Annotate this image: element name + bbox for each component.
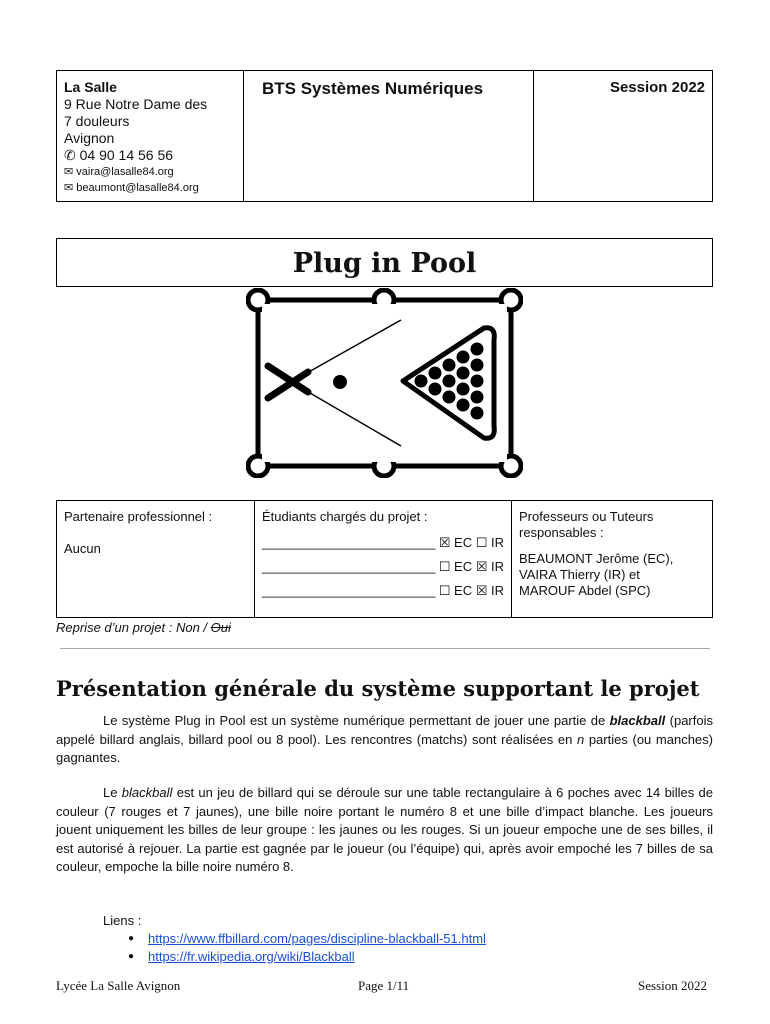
partner-value: Aucun [64,541,101,556]
student-name-line[interactable]: ________________________ [262,535,436,550]
links-label: Liens : [103,913,142,928]
ir-checkbox[interactable]: ☒ IR [475,583,504,598]
divider [60,648,710,649]
p1-text: parties (ou manches) gagnantes. [56,731,713,765]
prof-line: MAROUF Abdel (SPC) [519,583,651,598]
reprise-label: Reprise d’un projet : Non / [56,620,211,635]
ir-checkbox[interactable]: ☒ IR [475,559,504,574]
section-heading: Présentation générale du système supportant le projet [56,676,700,701]
header-table [56,70,713,202]
paragraph-2 [56,784,713,877]
list-item [148,930,486,948]
prof-line: VAIRA Thierry (IR) et [519,567,640,582]
address-line1: 9 Rue Notre Dame des [64,96,208,112]
partner-cell [57,501,255,617]
team-table [56,500,713,618]
page-title: Plug in Pool [56,238,713,287]
profs-cell [512,501,712,617]
profs-label: Professeurs ou Tuteurs responsables : [519,509,654,540]
student-row [262,535,504,551]
link-ffbillard[interactable]: https://www.ffbillard.com/pages/discipline-blackball-51.html [148,931,486,946]
students-label: Étudiants chargés du projet : [262,509,428,524]
org-cell [57,71,244,201]
ec-checkbox[interactable]: ☒ EC [438,535,473,550]
links-block [103,912,486,966]
org-name: La Salle [64,79,117,95]
prof-line: BEAUMONT Jerôme (EC), [519,551,674,566]
student-name-line[interactable]: ________________________ [262,559,436,574]
p1-italic: n [576,731,585,747]
reprise-struck: Oui [210,620,231,635]
p2-text: est un jeu de billard qui se déroule sur une table rectangulaire à 6 poches avec 14 billes de couleur (7 rouges et 7 jaunes), une bille noire portant le numéro 8 et une bille d’impact blanche. Les joueurs jouent uniquement les billes de leur groupe : les jaunes ou les rouges. Si un joueur empoche une de ses billes, il est autorisé à rejouer. La partie est gagnée par le joueur (ou l’équipe) qui, après avoir empoché les 7 billes de sa couleur, empoche la bille noire numéro 8. [56,785,713,874]
billiard-table-icon [246,288,523,478]
students-cell [255,501,512,617]
address-line2: 7 douleurs [64,113,130,129]
city: Avignon [64,130,115,146]
email-beaumont: ✉ beaumont@lasalle84.org [64,182,199,194]
p1-bold: blackball [609,713,666,728]
student-row [262,583,504,599]
program-cell: BTS Systèmes Numériques [244,71,534,201]
footer-left: Lycée La Salle Avignon [56,978,181,993]
list-item [148,948,486,966]
session-cell: Session 2022 [609,79,705,96]
link-wikipedia[interactable]: https://fr.wikipedia.org/wiki/Blackball [148,949,355,964]
p2-text: Le [103,785,122,800]
reprise-line [56,620,231,635]
ec-checkbox[interactable]: ☐ EC [438,583,473,598]
paragraph-1 [56,712,713,768]
footer-page-number: Page 1/11 [358,978,410,993]
partner-label: Partenaire professionnel : [64,509,213,524]
student-row [262,559,504,575]
student-name-line[interactable]: ________________________ [262,583,436,598]
footer-right: Session 2022 [638,978,707,993]
ir-checkbox[interactable]: ☐ IR [475,535,504,550]
p2-italic: blackball [121,785,173,800]
ec-checkbox[interactable]: ☐ EC [438,559,473,574]
phone: ✆ 04 90 14 56 56 [64,147,174,163]
p1-text: (parfois appelé billard anglais, billard pool ou 8 pool). Les rencontres (matchs) sont réalisées en [56,713,713,747]
p1-text: Le système Plug in Pool est un système numérique permettant de jouer une partie de [103,713,610,728]
email-vaira: ✉ vaira@lasalle84.org [64,166,174,178]
